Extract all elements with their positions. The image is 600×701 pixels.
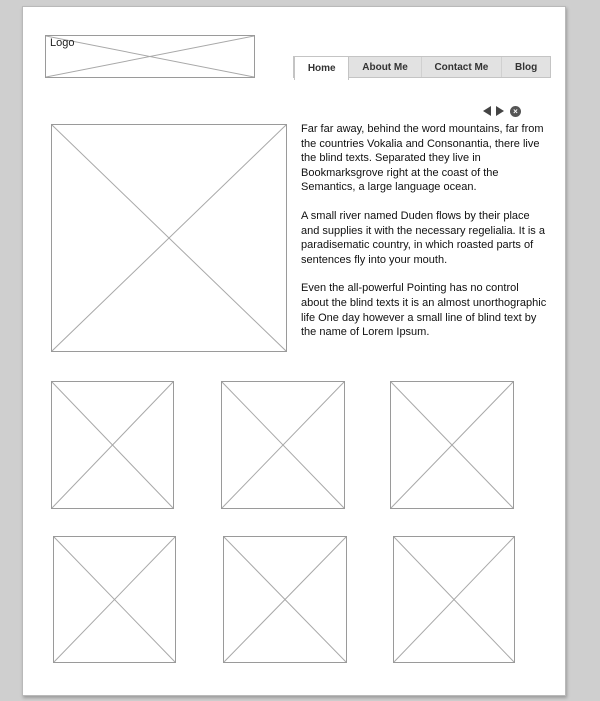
image-placeholder-cross-icon [394,537,514,662]
tab-home[interactable]: Home [294,56,349,80]
paragraph: Even the all-powerful Pointing has no control about the blind texts it is an almost unorthographic life One day however a small line of blind text by the name of Lorem Ipsum. [301,282,547,339]
hero-image-placeholder[interactable] [51,124,287,352]
paragraph: Far far away, behind the word mountains, far from the countries Vokalia and Consonantia, there live the blind texts. Separated they live in Bookmarksgrove right at the coast of the Semantics, a large language ocean. [301,123,544,194]
tab-about-me[interactable]: About Me [349,57,421,77]
triangle-left-icon[interactable] [483,106,491,116]
wireframe-page [22,6,566,696]
thumbnail-placeholder[interactable] [393,536,515,663]
thumbnail-placeholder[interactable] [390,381,514,509]
thumbnail-placeholder[interactable] [221,381,345,509]
thumbnail-placeholder[interactable] [53,536,176,663]
image-placeholder-cross-icon [224,537,346,662]
paragraph: A small river named Duden flows by their place and supplies it with the necessary regelialia. It is a paradisematic country, in which roasted parts of sentences fly into your mouth. [301,209,545,266]
tab-blog[interactable]: Blog [514,61,538,73]
close-circle-icon[interactable]: × [510,106,521,117]
image-placeholder-cross-icon [222,382,344,508]
triangle-right-icon[interactable] [496,106,504,116]
body-text [301,122,547,354]
image-placeholder-cross-icon [52,125,286,351]
image-placeholder-cross-icon [54,537,175,662]
logo-label: Logo [50,37,75,49]
thumbnail-placeholder[interactable] [223,536,347,663]
image-placeholder-cross-icon [391,382,513,508]
image-placeholder-cross-icon [52,382,173,508]
thumbnail-placeholder[interactable] [51,381,174,509]
slideshow-controls [483,104,526,118]
tab-contact-me[interactable]: Contact Me [422,57,503,77]
main-nav [293,56,551,78]
image-placeholder-cross-icon [46,36,254,77]
logo-placeholder[interactable] [45,35,255,78]
